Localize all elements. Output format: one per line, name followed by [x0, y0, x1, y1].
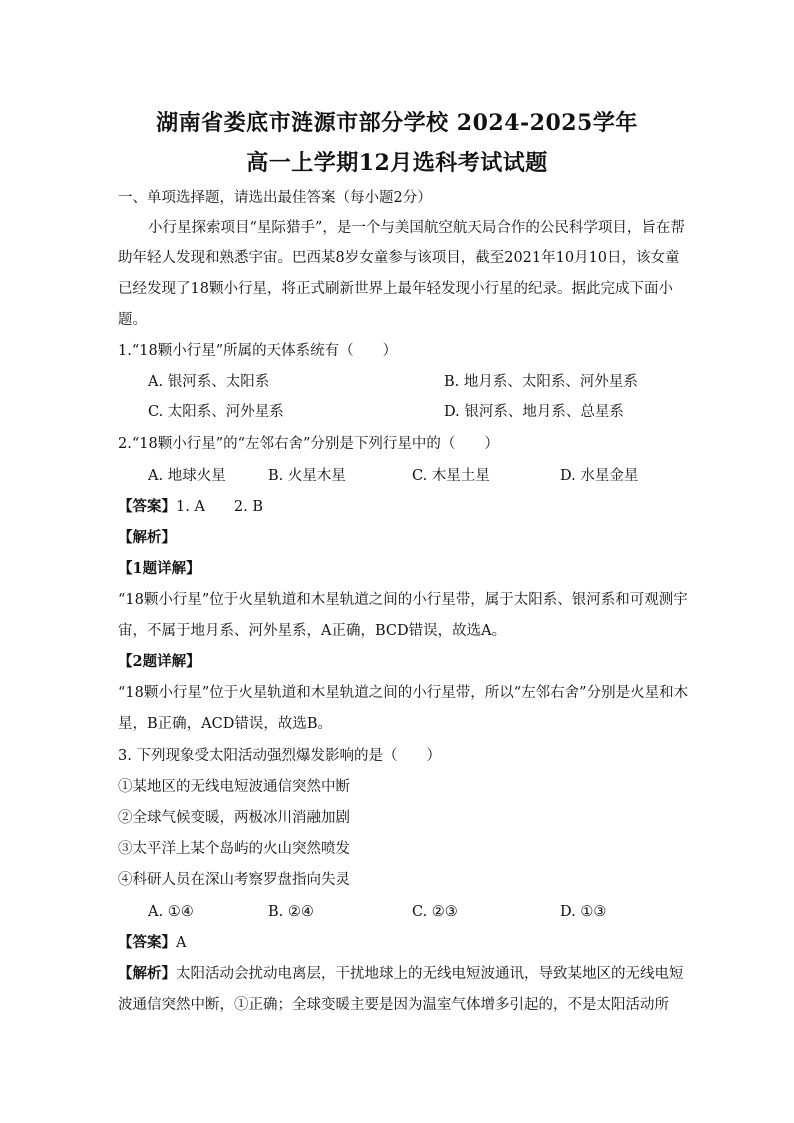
detail-2-label: 【2题详解】	[118, 653, 201, 670]
q3-item: ①某地区的无线电短波通信突然中断	[118, 779, 350, 795]
detail-2-line: “18颗小行星”位于火星轨道和木星轨道之间的小行星带，所以“左邻右舍”分别是火星和木	[118, 685, 689, 701]
document-title-line1: 湖南省娄底市涟源市部分学校 2024-2025学年	[156, 110, 638, 136]
q1-option-b: B. 地月系、太阳系、河外星系	[444, 374, 638, 390]
passage-line: 助年轻人发现和熟悉宇宙。巴西某8岁女童参与该项目，截至2021年10月10日，该女童	[118, 250, 680, 266]
q2-option-b: B. 火星木星	[268, 468, 346, 484]
answer-text: 1. A 2. B	[176, 499, 264, 515]
answer-label: 【答案】	[118, 934, 176, 951]
analysis-q3-line2: 波通信突然中断，①正确；全球变暖主要是因为温室气体增多引起的，不是太阳活动所	[118, 997, 669, 1013]
answer-q1-q2	[118, 497, 678, 517]
detail-1-line: 宙，不属于地月系、河外星系，A正确，BCD错误，故选A。	[118, 623, 507, 639]
q2-option-d: D. 水星金星	[560, 468, 639, 484]
analysis-label: 【解析】	[118, 965, 176, 982]
q3-option-d: D. ①③	[560, 904, 607, 920]
q2-option-c: C. 木星土星	[412, 468, 490, 484]
q3-option-c: C. ②③	[412, 904, 458, 920]
question-3-stem: 3. 下列现象受太阳活动强烈爆发影响的是（ ）	[118, 748, 441, 764]
q1-option-d: D. 银河系、地月系、总星系	[444, 404, 624, 420]
passage-line: 题。	[118, 312, 147, 328]
answer-label: 【答案】	[118, 498, 176, 515]
document-title-line2: 高一上学期12月选科考试试题	[246, 150, 548, 176]
q1-option-c: C. 太阳系、河外星系	[148, 404, 284, 420]
detail-2-line: 星，B正确，ACD错误，故选B。	[118, 716, 333, 732]
detail-1-label: 【1题详解】	[118, 560, 201, 577]
answer-text: A	[176, 935, 187, 951]
analysis-text: 太阳活动会扰动电离层，干扰地球上的无线电短波通讯，导致某地区的无线电短	[176, 966, 684, 982]
q3-option-a: A. ①④	[148, 904, 194, 920]
q3-item: ②全球气候变暖，两极冰川消融加剧	[118, 810, 350, 826]
section-heading: 一、单项选择题，请选出最佳答案（每小题2分）	[118, 190, 432, 206]
answer-q3	[118, 933, 678, 953]
analysis-label: 【解析】	[118, 529, 176, 546]
q3-option-b: B. ②④	[268, 904, 314, 920]
q3-item: ④科研人员在深山考察罗盘指向失灵	[118, 872, 350, 888]
question-1-stem: 1.“18颗小行星”所属的天体系统有（ ）	[118, 343, 398, 359]
passage-line: 已经发现了18颗小行星，将正式刷新世界上最年轻发现小行星的纪录。据此完成下面小	[118, 281, 673, 297]
analysis-q3-line1	[118, 964, 684, 984]
q1-option-a: A. 银河系、太阳系	[148, 374, 270, 390]
question-2-stem: 2.“18颗小行星”的“左邻右舍”分别是下列行星中的（ ）	[118, 436, 499, 452]
q2-option-a: A. 地球火星	[148, 468, 226, 484]
q3-item: ③太平洋上某个岛屿的火山突然喷发	[118, 841, 350, 857]
detail-1-line: “18颗小行星”位于火星轨道和木星轨道之间的小行星带，属于太阳系、银河系和可观测宇	[118, 592, 688, 608]
passage-line: 小行星探索项目“星际猎手”，是一个与美国航空航天局合作的公民科学项目，旨在帮	[148, 220, 685, 236]
